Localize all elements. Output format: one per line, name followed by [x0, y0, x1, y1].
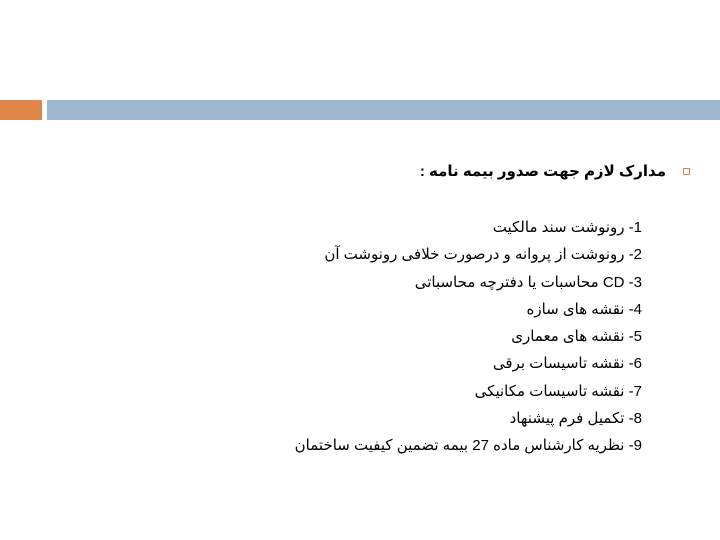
header-bar [47, 100, 720, 120]
list-item: 6- نقشه تاسیسات برقی [492, 355, 642, 373]
list-item: 8- تکمیل فرم پیشنهاد [509, 410, 642, 428]
header-accent-bar [0, 100, 42, 120]
list-item: 7- نقشه تاسیسات مکانیکی [474, 382, 642, 400]
slide-content [50, 158, 690, 460]
list-item: 3- CD محاسبات یا دفترچه محاسباتی [414, 273, 642, 291]
list-item: 4- نقشه های سازه [526, 300, 642, 318]
square-bullet-icon [683, 168, 690, 175]
documents-list [50, 214, 642, 460]
list-item: 2- رونوشت از پروانه و درصورت خلافی رونوشت آن [324, 246, 642, 264]
list-item: 5- نقشه های معماری [511, 328, 642, 346]
heading-row [50, 158, 690, 184]
list-item: 1- رونوشت سند مالکیت [492, 219, 642, 236]
slide-heading: مدارک لازم جهت صدور بیمه نامه : [419, 163, 666, 180]
list-item: 9- نظریه کارشناس ماده 27 بیمه تضمین کیفیت ساختمان [294, 437, 642, 455]
